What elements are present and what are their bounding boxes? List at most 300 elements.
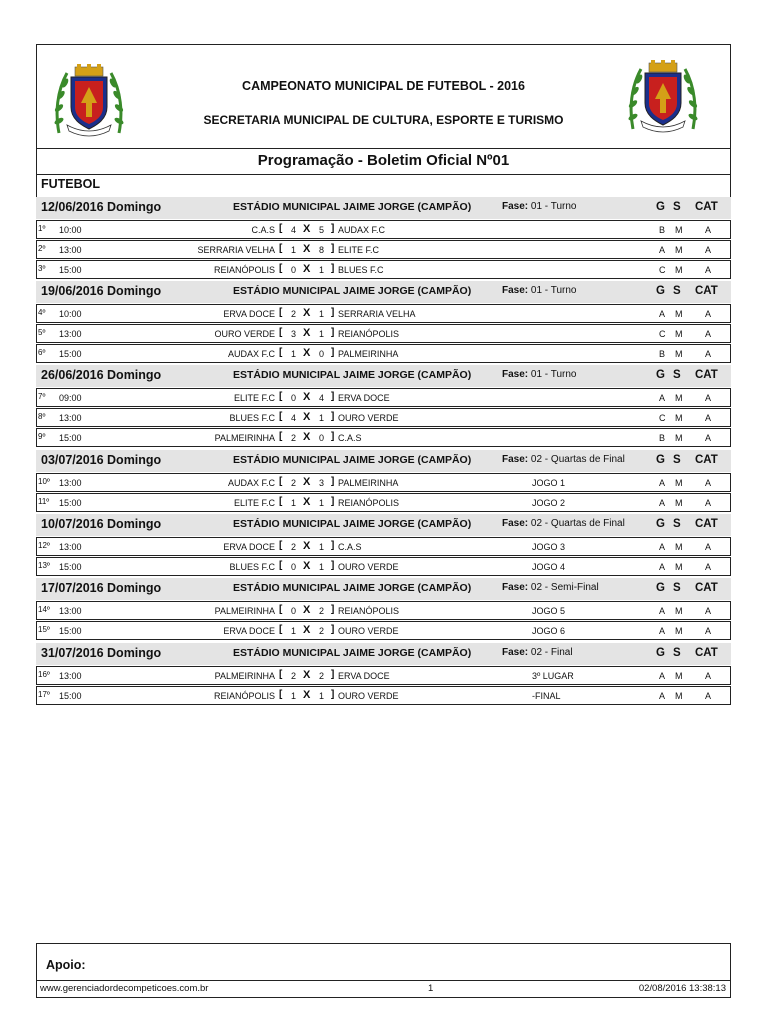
- category-value: A: [705, 606, 712, 616]
- away-team: OURO VERDE: [338, 413, 399, 423]
- category-value: A: [705, 393, 712, 403]
- sex-value: M: [675, 225, 683, 235]
- score-bracket-open: [: [279, 223, 283, 234]
- score-bracket-open: [: [279, 347, 283, 358]
- match-row: [36, 220, 731, 239]
- away-team: REIANÓPOLIS: [338, 498, 400, 508]
- match-time: 15:00: [59, 498, 82, 508]
- home-score: 0: [291, 265, 297, 275]
- day-block: [36, 643, 731, 705]
- venue-name: ESTÁDIO MUNICIPAL JAIME JORGE (CAMPÃO): [233, 369, 472, 381]
- sex-value: M: [675, 245, 683, 255]
- sport-label: FUTEBOL: [41, 177, 101, 191]
- column-header-s: S: [673, 454, 681, 466]
- column-header-cat: CAT: [695, 454, 718, 466]
- score-bracket-close: ]: [331, 540, 335, 551]
- municipal-crest-icon: [625, 59, 701, 135]
- home-team: REIANÓPOLIS: [213, 691, 275, 701]
- day-block: [36, 365, 731, 447]
- phase-info: [502, 369, 577, 380]
- column-header-cat: CAT: [695, 369, 718, 381]
- sex-value: M: [675, 626, 683, 636]
- venue-name: ESTÁDIO MUNICIPAL JAIME JORGE (CAMPÃO): [233, 201, 472, 213]
- versus-mark: X: [303, 540, 311, 552]
- match-time: 10:00: [59, 225, 82, 235]
- match-row: [36, 260, 731, 279]
- phase-info: [502, 582, 599, 593]
- match-row: [36, 344, 731, 363]
- group-value: A: [659, 478, 666, 488]
- away-team: OURO VERDE: [338, 626, 399, 636]
- home-score: 2: [291, 433, 297, 443]
- away-team: ERVA DOCE: [338, 671, 390, 681]
- sex-value: M: [675, 498, 683, 508]
- group-value: A: [659, 245, 666, 255]
- group-value: C: [659, 265, 666, 275]
- column-header-s: S: [673, 201, 681, 213]
- column-header-g: G: [656, 454, 665, 466]
- versus-mark: X: [303, 476, 311, 488]
- match-date: 26/06/2016 Domingo: [41, 368, 162, 382]
- phase-label: Fase:: [502, 582, 529, 593]
- score-bracket-close: ]: [331, 604, 335, 615]
- match-number: 10º: [38, 477, 50, 486]
- phase-info: [502, 285, 577, 296]
- away-team: AUDAX F.C: [338, 225, 386, 235]
- category-value: A: [705, 671, 712, 681]
- category-value: A: [705, 691, 712, 701]
- away-team: OURO VERDE: [338, 562, 399, 572]
- column-header-s: S: [673, 369, 681, 381]
- home-score: 0: [291, 393, 297, 403]
- home-score: 2: [291, 671, 297, 681]
- match-time: 15:00: [59, 265, 82, 275]
- phase-info: [502, 518, 625, 529]
- category-value: A: [705, 349, 712, 359]
- home-score: 2: [291, 542, 297, 552]
- match-time: 10:00: [59, 309, 82, 319]
- match-time: 09:00: [59, 393, 82, 403]
- report-header: [36, 44, 731, 149]
- match-row: [36, 557, 731, 576]
- column-header-g: G: [656, 647, 665, 659]
- home-team: PALMEIRINHA: [214, 433, 275, 443]
- versus-mark: X: [303, 307, 311, 319]
- day-header: [36, 365, 731, 387]
- home-score: 1: [291, 626, 297, 636]
- sex-value: M: [675, 393, 683, 403]
- away-score: 1: [319, 691, 325, 701]
- page-number: 1: [428, 983, 434, 994]
- match-number: 17º: [38, 690, 50, 699]
- column-header-g: G: [656, 582, 665, 594]
- score-bracket-close: ]: [331, 624, 335, 635]
- score-bracket-close: ]: [331, 669, 335, 680]
- away-score: 1: [319, 329, 325, 339]
- away-team: C.A.S: [338, 542, 362, 552]
- away-team: C.A.S: [338, 433, 362, 443]
- match-note: JOGO 1: [532, 478, 566, 488]
- phase-value: 01 - Turno: [530, 201, 577, 212]
- score-bracket-close: ]: [331, 476, 335, 487]
- away-score: 1: [319, 309, 325, 319]
- home-team: ERVA DOCE: [223, 542, 275, 552]
- home-team: ERVA DOCE: [223, 309, 275, 319]
- home-score: 1: [291, 245, 297, 255]
- match-date: 12/06/2016 Domingo: [41, 200, 162, 214]
- score-bracket-open: [: [279, 496, 283, 507]
- score-bracket-open: [: [279, 391, 283, 402]
- score-bracket-close: ]: [331, 223, 335, 234]
- column-header-g: G: [656, 285, 665, 297]
- score-bracket-close: ]: [331, 307, 335, 318]
- home-team: C.A.S: [251, 225, 275, 235]
- match-number: 12º: [38, 541, 50, 550]
- home-score: 1: [291, 349, 297, 359]
- match-number: 9º: [38, 432, 46, 441]
- match-time: 13:00: [59, 671, 82, 681]
- away-score: 1: [319, 562, 325, 572]
- score-bracket-open: [: [279, 327, 283, 338]
- score-bracket-close: ]: [331, 263, 335, 274]
- department-title: SECRETARIA MUNICIPAL DE CULTURA, ESPORTE E TURISMO: [203, 113, 564, 127]
- match-time: 15:00: [59, 691, 82, 701]
- sex-value: M: [675, 691, 683, 701]
- home-score: 0: [291, 562, 297, 572]
- column-header-cat: CAT: [695, 518, 718, 530]
- championship-title: CAMPEONATO MUNICIPAL DE FUTEBOL - 2016: [242, 79, 525, 93]
- category-value: A: [705, 498, 712, 508]
- sex-value: M: [675, 478, 683, 488]
- match-row: [36, 240, 731, 259]
- printed-timestamp: 02/08/2016 13:38:13: [638, 983, 726, 994]
- score-bracket-close: ]: [331, 560, 335, 571]
- score-bracket-close: ]: [331, 411, 335, 422]
- match-number: 4º: [38, 308, 46, 317]
- away-score: 5: [319, 225, 325, 235]
- match-number: 11º: [38, 497, 50, 506]
- match-number: 3º: [38, 264, 46, 273]
- away-score: 4: [319, 393, 325, 403]
- apoio-label: Apoio:: [46, 958, 86, 972]
- group-value: A: [659, 562, 666, 572]
- match-number: 15º: [38, 625, 50, 634]
- day-block: [36, 281, 731, 363]
- home-score: 4: [291, 413, 297, 423]
- group-value: A: [659, 498, 666, 508]
- away-score: 1: [319, 265, 325, 275]
- day-header: [36, 578, 731, 600]
- column-header-cat: CAT: [695, 582, 718, 594]
- score-bracket-close: ]: [331, 243, 335, 254]
- match-number: 5º: [38, 328, 46, 337]
- match-row: [36, 686, 731, 705]
- match-number: 7º: [38, 392, 46, 401]
- group-value: A: [659, 309, 666, 319]
- phase-label: Fase:: [502, 518, 529, 529]
- home-score: 2: [291, 478, 297, 488]
- column-header-s: S: [673, 647, 681, 659]
- match-number: 14º: [38, 605, 50, 614]
- home-score: 3: [291, 329, 297, 339]
- match-time: 13:00: [59, 413, 82, 423]
- group-value: A: [659, 606, 666, 616]
- day-block: [36, 450, 731, 512]
- match-row: [36, 601, 731, 620]
- home-team: REIANÓPOLIS: [213, 265, 275, 275]
- match-date: 03/07/2016 Domingo: [41, 453, 162, 467]
- home-team: OURO VERDE: [214, 329, 275, 339]
- group-value: C: [659, 329, 666, 339]
- phase-value: 02 - Quartas de Final: [530, 518, 625, 529]
- home-score: 0: [291, 606, 297, 616]
- group-value: A: [659, 691, 666, 701]
- phase-value: 02 - Quartas de Final: [530, 454, 625, 465]
- match-note: JOGO 2: [532, 498, 566, 508]
- score-bracket-open: [: [279, 560, 283, 571]
- match-time: 13:00: [59, 606, 82, 616]
- home-score: 2: [291, 309, 297, 319]
- match-number: 16º: [38, 670, 50, 679]
- bulletin-title-bar: [36, 149, 731, 175]
- group-value: B: [659, 433, 666, 443]
- home-team: BLUES F.C: [229, 562, 275, 572]
- column-header-g: G: [656, 518, 665, 530]
- away-team: PALMEIRINHA: [338, 349, 399, 359]
- match-note: 3º LUGAR: [532, 671, 574, 681]
- away-team: SERRARIA VELHA: [338, 309, 416, 319]
- match-number: 2º: [38, 244, 46, 253]
- category-value: A: [705, 562, 712, 572]
- phase-info: [502, 647, 573, 658]
- score-bracket-close: ]: [331, 496, 335, 507]
- phase-value: 02 - Final: [530, 647, 573, 658]
- category-value: A: [705, 626, 712, 636]
- match-time: 15:00: [59, 349, 82, 359]
- away-score: 2: [319, 671, 325, 681]
- category-value: A: [705, 542, 712, 552]
- match-time: 13:00: [59, 245, 82, 255]
- versus-mark: X: [303, 604, 311, 616]
- match-time: 13:00: [59, 478, 82, 488]
- match-time: 15:00: [59, 433, 82, 443]
- day-header: [36, 450, 731, 472]
- versus-mark: X: [303, 496, 311, 508]
- phase-info: [502, 201, 577, 212]
- away-team: REIANÓPOLIS: [338, 606, 400, 616]
- away-team: BLUES F.C: [338, 265, 384, 275]
- home-score: 1: [291, 691, 297, 701]
- match-time: 13:00: [59, 329, 82, 339]
- group-value: A: [659, 671, 666, 681]
- versus-mark: X: [303, 560, 311, 572]
- versus-mark: X: [303, 431, 311, 443]
- sex-value: M: [675, 671, 683, 681]
- versus-mark: X: [303, 223, 311, 235]
- day-header: [36, 281, 731, 303]
- match-row: [36, 621, 731, 640]
- venue-name: ESTÁDIO MUNICIPAL JAIME JORGE (CAMPÃO): [233, 582, 472, 594]
- category-value: A: [705, 413, 712, 423]
- footer-divider: [37, 980, 730, 981]
- sex-value: M: [675, 433, 683, 443]
- score-bracket-open: [: [279, 476, 283, 487]
- score-bracket-open: [: [279, 431, 283, 442]
- left-border: [36, 175, 37, 197]
- phase-value: 01 - Turno: [530, 369, 577, 380]
- bulletin-title: Programação - Boletim Oficial Nº01: [257, 152, 510, 169]
- column-header-g: G: [656, 201, 665, 213]
- match-note: -FINAL: [532, 691, 561, 701]
- away-score: 1: [319, 413, 325, 423]
- match-number: 8º: [38, 412, 46, 421]
- match-row: [36, 428, 731, 447]
- venue-name: ESTÁDIO MUNICIPAL JAIME JORGE (CAMPÃO): [233, 518, 472, 530]
- day-block: [36, 578, 731, 640]
- right-border: [730, 175, 731, 197]
- score-bracket-open: [: [279, 540, 283, 551]
- sex-value: M: [675, 309, 683, 319]
- footer-url: www.gerenciadordecompeticoes.com.br: [40, 983, 209, 994]
- score-bracket-open: [: [279, 624, 283, 635]
- venue-name: ESTÁDIO MUNICIPAL JAIME JORGE (CAMPÃO): [233, 285, 472, 297]
- match-note: JOGO 4: [532, 562, 566, 572]
- score-bracket-open: [: [279, 243, 283, 254]
- away-score: 8: [319, 245, 325, 255]
- versus-mark: X: [303, 391, 311, 403]
- match-date: 31/07/2016 Domingo: [41, 646, 162, 660]
- match-row: [36, 537, 731, 556]
- away-team: OURO VERDE: [338, 691, 399, 701]
- home-team: ELITE F.C: [233, 393, 275, 403]
- report-footer: [36, 943, 731, 998]
- match-number: 1º: [38, 224, 46, 233]
- day-block: [36, 514, 731, 576]
- group-value: A: [659, 542, 666, 552]
- phase-label: Fase:: [502, 647, 529, 658]
- away-score: 3: [319, 478, 325, 488]
- municipal-crest-icon: [51, 63, 127, 139]
- sex-value: M: [675, 329, 683, 339]
- sex-value: M: [675, 413, 683, 423]
- score-bracket-close: ]: [331, 391, 335, 402]
- away-score: 2: [319, 626, 325, 636]
- category-value: A: [705, 225, 712, 235]
- sex-value: M: [675, 542, 683, 552]
- venue-name: ESTÁDIO MUNICIPAL JAIME JORGE (CAMPÃO): [233, 647, 472, 659]
- versus-mark: X: [303, 411, 311, 423]
- versus-mark: X: [303, 689, 311, 701]
- away-team: REIANÓPOLIS: [338, 329, 400, 339]
- day-block: [36, 197, 731, 279]
- day-header: [36, 643, 731, 665]
- match-note: JOGO 3: [532, 542, 566, 552]
- category-value: A: [705, 433, 712, 443]
- away-team: PALMEIRINHA: [338, 478, 399, 488]
- score-bracket-close: ]: [331, 689, 335, 700]
- match-row: [36, 666, 731, 685]
- sex-value: M: [675, 265, 683, 275]
- column-header-s: S: [673, 285, 681, 297]
- match-time: 15:00: [59, 626, 82, 636]
- score-bracket-open: [: [279, 669, 283, 680]
- score-bracket-open: [: [279, 307, 283, 318]
- phase-label: Fase:: [502, 369, 529, 380]
- day-header: [36, 197, 731, 219]
- group-value: A: [659, 393, 666, 403]
- phase-label: Fase:: [502, 285, 529, 296]
- away-score: 2: [319, 606, 325, 616]
- match-row: [36, 388, 731, 407]
- score-bracket-open: [: [279, 689, 283, 700]
- category-value: A: [705, 245, 712, 255]
- versus-mark: X: [303, 624, 311, 636]
- away-score: 0: [319, 349, 325, 359]
- home-team: AUDAX F.C: [227, 478, 275, 488]
- column-header-g: G: [656, 369, 665, 381]
- match-row: [36, 473, 731, 492]
- match-date: 10/07/2016 Domingo: [41, 517, 162, 531]
- venue-name: ESTÁDIO MUNICIPAL JAIME JORGE (CAMPÃO): [233, 454, 472, 466]
- match-row: [36, 493, 731, 512]
- versus-mark: X: [303, 327, 311, 339]
- day-header: [36, 514, 731, 536]
- group-value: B: [659, 225, 666, 235]
- category-value: A: [705, 478, 712, 488]
- sex-value: M: [675, 349, 683, 359]
- score-bracket-close: ]: [331, 327, 335, 338]
- score-bracket-open: [: [279, 411, 283, 422]
- home-team: PALMEIRINHA: [214, 606, 275, 616]
- match-note: JOGO 6: [532, 626, 566, 636]
- column-header-cat: CAT: [695, 285, 718, 297]
- phase-label: Fase:: [502, 454, 529, 465]
- match-note: JOGO 5: [532, 606, 566, 616]
- away-team: ERVA DOCE: [338, 393, 390, 403]
- match-date: 17/07/2016 Domingo: [41, 581, 162, 595]
- group-value: A: [659, 626, 666, 636]
- versus-mark: X: [303, 263, 311, 275]
- home-team: SERRARIA VELHA: [197, 245, 275, 255]
- match-date: 19/06/2016 Domingo: [41, 284, 162, 298]
- away-score: 1: [319, 542, 325, 552]
- home-team: PALMEIRINHA: [214, 671, 275, 681]
- home-team: AUDAX F.C: [227, 349, 275, 359]
- phase-label: Fase:: [502, 201, 529, 212]
- group-value: B: [659, 349, 666, 359]
- away-score: 0: [319, 433, 325, 443]
- home-score: 1: [291, 498, 297, 508]
- versus-mark: X: [303, 243, 311, 255]
- group-value: C: [659, 413, 666, 423]
- match-row: [36, 408, 731, 427]
- column-header-s: S: [673, 518, 681, 530]
- home-team: ERVA DOCE: [223, 626, 275, 636]
- home-team: BLUES F.C: [229, 413, 275, 423]
- phase-value: 01 - Turno: [530, 285, 577, 296]
- match-number: 13º: [38, 561, 50, 570]
- home-team: ELITE F.C: [233, 498, 275, 508]
- sex-value: M: [675, 562, 683, 572]
- match-number: 6º: [38, 348, 46, 357]
- column-header-cat: CAT: [695, 201, 718, 213]
- match-time: 13:00: [59, 542, 82, 552]
- category-value: A: [705, 329, 712, 339]
- versus-mark: X: [303, 669, 311, 681]
- away-score: 1: [319, 498, 325, 508]
- score-bracket-close: ]: [331, 431, 335, 442]
- category-value: A: [705, 309, 712, 319]
